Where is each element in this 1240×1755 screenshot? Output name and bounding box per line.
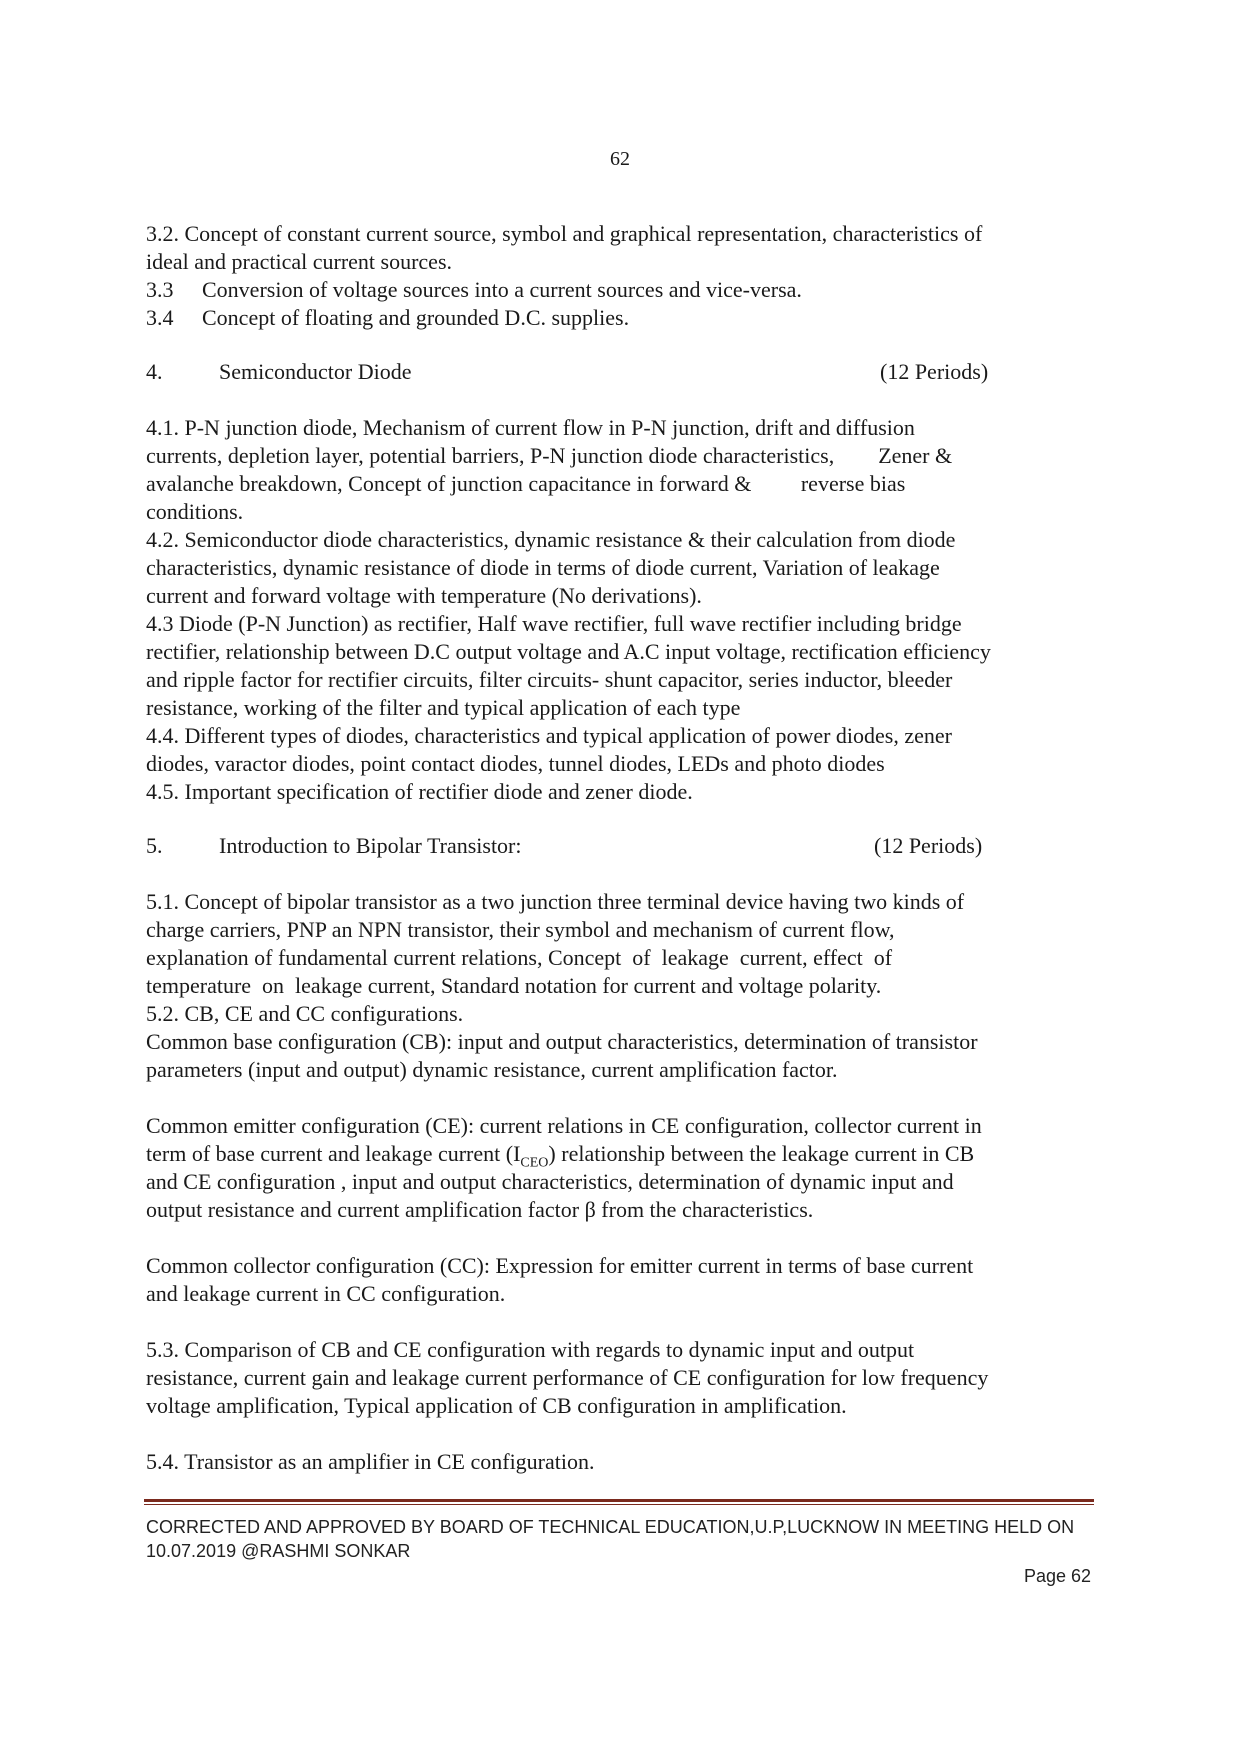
footer-page-number: Page 62: [1024, 1566, 1092, 1586]
section-4-line: current and forward voltage with temperature (No derivations).: [146, 583, 702, 608]
item-3-4-text: Concept of floating and grounded D.C. supplies.: [202, 305, 630, 330]
section-4-line: avalanche breakdown, Concept of junction capacitance in forward & reverse bias: [146, 471, 906, 496]
section-4-line: 4.5. Important specification of rectifier diode and zener diode.: [146, 779, 693, 804]
section-5-periods: (12 Periods): [874, 833, 983, 858]
footer-line-2: 10.07.2019 @RASHMI SONKAR: [146, 1541, 411, 1561]
section-4-line: and ripple factor for rectifier circuits, filter circuits- shunt capacitor, series inductor, bleeder: [146, 667, 953, 692]
item-3-4: [146, 304, 629, 332]
item-3-4-number: 3.4: [146, 305, 174, 330]
item-3-3: [146, 276, 802, 304]
section-4-periods: (12 Periods): [880, 359, 989, 384]
section-4-line: 4.3 Diode (P-N Junction) as rectifier, Half wave rectifier, full wave rectifier including bridge: [146, 611, 962, 636]
cc-paragraph-line: Common collector configuration (CC): Expression for emitter current in terms of base current: [146, 1253, 974, 1278]
section-5-number: 5.: [146, 833, 163, 858]
section-4-line: resistance, working of the filter and typical application of each type: [146, 695, 741, 720]
footer-rule-thin: [144, 1504, 1094, 1505]
footer-rule-thick: [144, 1499, 1094, 1502]
ce-paragraph-line: Common emitter configuration (CE): current relations in CE configuration, collector current in: [146, 1113, 982, 1138]
section-4-line: rectifier, relationship between D.C output voltage and A.C input voltage, rectification efficiency: [146, 639, 991, 664]
section-4-title: Semiconductor Diode: [219, 359, 412, 384]
section-5-line: 5.1. Concept of bipolar transistor as a two junction three terminal device having two kinds of: [146, 889, 965, 914]
section-5-title: Introduction to Bipolar Transistor:: [219, 833, 522, 858]
section-4-line: 4.2. Semiconductor diode characteristics, dynamic resistance & their calculation from diode: [146, 527, 956, 552]
item-5-4: 5.4. Transistor as an amplifier in CE configuration.: [146, 1449, 595, 1474]
item-3-3-number: 3.3: [146, 277, 174, 302]
item-5-3-line: voltage amplification, Typical application of CB configuration in amplification.: [146, 1393, 847, 1418]
section-4-line: characteristics, dynamic resistance of diode in terms of diode current, Variation of leakage: [146, 555, 940, 580]
ce-paragraph-line: output resistance and current amplification factor β from the characteristics.: [146, 1197, 814, 1222]
item-3-2-line-2: ideal and practical current sources.: [146, 249, 453, 274]
item-5-3-line: resistance, current gain and leakage current performance of CE configuration for low frequency: [146, 1365, 989, 1390]
cc-paragraph-line: and leakage current in CC configuration.: [146, 1281, 506, 1306]
section-4-line: conditions.: [146, 499, 244, 524]
section-5-line: explanation of fundamental current relations, Concept of leakage current, effect of: [146, 945, 893, 970]
section-4-number: 4.: [146, 359, 163, 384]
ce-text-before: term of base current and leakage current (I: [146, 1141, 521, 1166]
section-5-line: parameters (input and output) dynamic resistance, current amplification factor.: [146, 1057, 838, 1082]
section-4-line: diodes, varactor diodes, point contact diodes, tunnel diodes, LEDs and photo diodes: [146, 751, 885, 776]
section-5-line: charge carriers, PNP an NPN transistor, their symbol and mechanism of current flow,: [146, 917, 895, 942]
section-4-line: currents, depletion layer, potential barriers, P-N junction diode characteristics, Zener &: [146, 443, 953, 468]
section-4-line: 4.1. P-N junction diode, Mechanism of current flow in P-N junction, drift and diffusion: [146, 415, 915, 440]
section-5-line: 5.2. CB, CE and CC configurations.: [146, 1001, 464, 1026]
item-3-2-line-1: 3.2. Concept of constant current source, symbol and graphical representation, characteristics of: [146, 221, 983, 246]
item-5-3-line: 5.3. Comparison of CB and CE configuration with regards to dynamic input and output: [146, 1337, 915, 1362]
ce-text-after: ) relationship between the leakage current in CB: [548, 1141, 975, 1166]
section-5-line: Common base configuration (CB): input and output characteristics, determination of transistor: [146, 1029, 978, 1054]
footer-note: [146, 1515, 1074, 1563]
iceo-subscript: CEO: [520, 1155, 549, 1171]
item-3-3-text: Conversion of voltage sources into a current sources and vice-versa.: [202, 277, 802, 302]
page-number-top: 62: [610, 148, 630, 170]
section-5-line: temperature on leakage current, Standard notation for current and voltage polarity.: [146, 973, 882, 998]
footer-line-1: CORRECTED AND APPROVED BY BOARD OF TECHNICAL EDUCATION,U.P,LUCKNOW IN MEETING HELD ON: [146, 1517, 1075, 1537]
section-4-line: 4.4. Different types of diodes, characteristics and typical application of power diodes, zener: [146, 723, 952, 748]
ce-paragraph-line: and CE configuration , input and output characteristics, determination of dynamic input and: [146, 1169, 954, 1194]
